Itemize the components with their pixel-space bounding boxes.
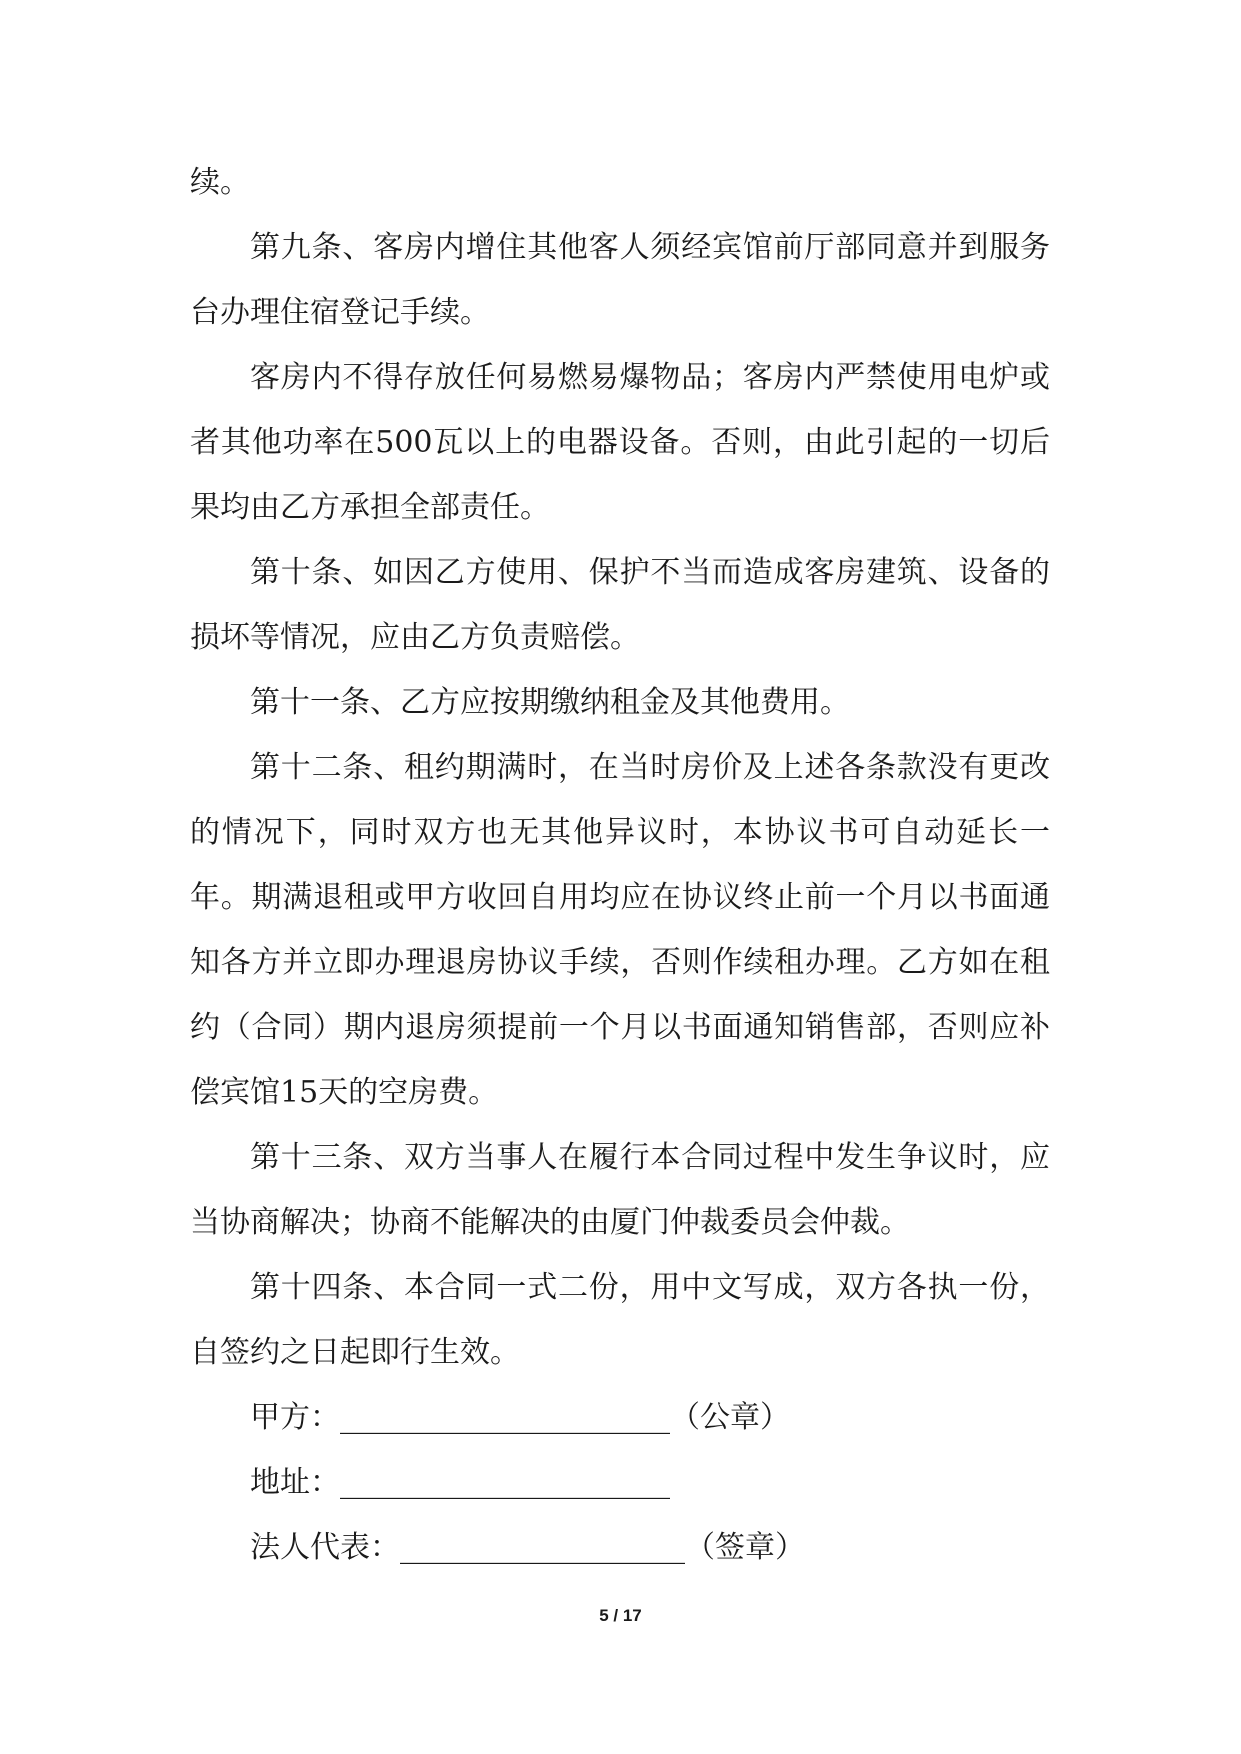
paragraph-continuation: 续。 bbox=[190, 165, 250, 200]
paragraph-article-10: 第十条、如因乙方使用、保护不当而造成客房建筑、设备的损坏等情况，应由乙方负责赔偿。 bbox=[190, 555, 1050, 655]
paragraph-hazard-rule: 客房内不得存放任何易燃易爆物品；客房内严禁使用电炉或者其他功率在500瓦以上的电器设备。否则，由此引起的一切后果均由乙方承担全部责任。 bbox=[190, 360, 1050, 525]
page-number: 5 / 17 bbox=[599, 1606, 642, 1625]
signature-party-a: 甲方：______________________（公章） bbox=[250, 1400, 790, 1435]
paragraph-article-13: 第十三条、双方当事人在履行本合同过程中发生争议时，应当协商解决；协商不能解决的由厦门仲裁委员会仲裁。 bbox=[190, 1140, 1050, 1240]
signature-address: 地址：______________________ bbox=[250, 1465, 670, 1500]
paragraph-article-14: 第十四条、本合同一式二份，用中文写成，双方各执一份，自签约之日起即行生效。 bbox=[190, 1270, 1050, 1370]
paragraph-article-9: 第九条、客房内增住其他客人须经宾馆前厅部同意并到服务台办理住宿登记手续。 bbox=[190, 230, 1050, 330]
signature-legal-rep: 法人代表：___________________（签章） bbox=[250, 1530, 805, 1565]
contract-body bbox=[190, 150, 1050, 1580]
paragraph-article-11: 第十一条、乙方应按期缴纳租金及其他费用。 bbox=[250, 685, 850, 720]
paragraph-article-12: 第十二条、租约期满时，在当时房价及上述各条款没有更改的情况下，同时双方也无其他异议时，本协议书可自动延长一年。期满退租或甲方收回自用均应在协议终止前一个月以书面通知各方并立即办理退房协议手续，否则作续租办理。乙方如在租约（合同）期内退房须提前一个月以书面通知销售部，否则应补偿宾馆15天的空房费。 bbox=[190, 750, 1050, 1110]
